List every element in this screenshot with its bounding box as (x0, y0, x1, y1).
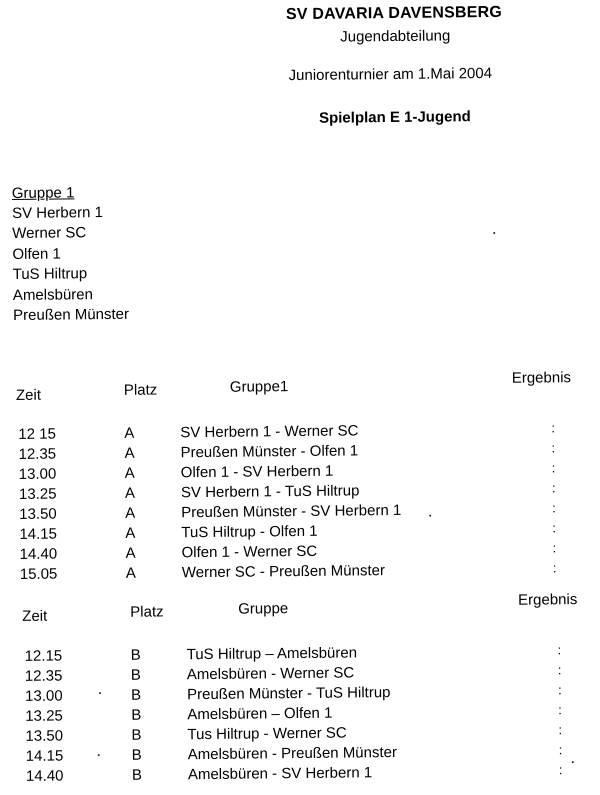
scan-speck (572, 761, 574, 763)
match-field: A (126, 565, 136, 582)
match-field: B (131, 647, 141, 664)
team-item: Werner SC (12, 223, 128, 245)
department-name: Jugendabteilung (340, 27, 450, 45)
match-time: 14.15 (26, 747, 64, 764)
scan-speck (429, 515, 431, 517)
team-item: TuS Hiltrup (13, 264, 129, 286)
match-time: 12.15 (25, 648, 63, 665)
match-field: A (125, 525, 135, 542)
match-pairing: TuS Hiltrup – Amelsbüren (187, 644, 358, 663)
schedule-b-header-result: Ergebnis (518, 591, 577, 609)
match-time: 14.15 (19, 526, 57, 543)
match-time: 12.35 (25, 668, 63, 685)
match-result: : (552, 540, 556, 555)
match-pairing: Olfen 1 - SV Herbern 1 (181, 463, 334, 482)
match-result: : (552, 520, 556, 535)
match-pairing: Preußen Münster - TuS Hiltrup (187, 684, 391, 703)
schedule-b-header-time: Zeit (22, 608, 47, 625)
match-field: A (124, 445, 134, 462)
match-pairing: Amelsbüren - SV Herbern 1 (188, 764, 372, 783)
match-time: 12.35 (18, 446, 56, 463)
match-time: 15.05 (20, 566, 58, 583)
match-time: 12 15 (18, 426, 56, 443)
match-result: : (558, 662, 562, 677)
match-time: 14.40 (26, 767, 64, 784)
match-field: B (132, 747, 142, 764)
team-item: SV Herbern 1 (12, 203, 128, 225)
match-time: 13.25 (25, 708, 63, 725)
match-result: : (559, 742, 563, 757)
match-pairing: Preußen Münster - SV Herbern 1 (181, 502, 401, 521)
plan-title: Spielplan E 1-Jugend (319, 108, 471, 127)
schedule-b-header-field: Platz (130, 603, 164, 620)
match-pairing: Amelsbüren - Preußen Münster (188, 744, 397, 763)
club-name: SV DAVARIA DAVENSBERG (286, 4, 502, 24)
match-pairing: TuS Hiltrup - Olfen 1 (181, 523, 317, 541)
schedule-a-header-group: Gruppe1 (230, 378, 289, 396)
match-result: : (558, 682, 562, 697)
scan-speck (99, 692, 101, 694)
team-item: Preußen Münster (13, 305, 129, 327)
match-field: A (125, 485, 135, 502)
match-field: B (132, 767, 142, 784)
match-pairing: Amelsbüren – Olfen 1 (187, 705, 332, 724)
match-field: B (131, 707, 141, 724)
match-field: A (126, 545, 136, 562)
match-result: : (558, 722, 562, 737)
match-result: : (559, 762, 563, 777)
match-pairing: SV Herbern 1 - Werner SC (180, 422, 358, 441)
match-field: A (124, 425, 134, 442)
schedule-a-header-time: Zeit (16, 387, 41, 404)
match-field: B (131, 687, 141, 704)
team-item: Amelsbüren (13, 284, 129, 306)
match-result: : (551, 440, 555, 455)
match-result: : (552, 480, 556, 495)
match-time: 13.00 (25, 688, 63, 705)
match-time: 13.50 (19, 506, 57, 523)
match-pairing: Tus Hiltrup - Werner SC (187, 725, 346, 744)
match-pairing: Olfen 1 - Werner SC (182, 543, 318, 561)
match-result: : (558, 702, 562, 717)
match-result: : (552, 500, 556, 515)
schedule-b-header-group: Gruppe (238, 600, 288, 618)
tournament-title: Juniorenturnier am 1.Mai 2004 (289, 65, 493, 84)
match-result: : (551, 420, 555, 435)
match-time: 13.00 (19, 466, 57, 483)
group-heading: Gruppe 1 (12, 183, 128, 204)
match-result: : (552, 460, 556, 475)
match-field: B (131, 727, 141, 744)
match-pairing: Amelsbüren - Werner SC (187, 664, 354, 683)
match-result: : (558, 642, 562, 657)
match-field: A (125, 505, 135, 522)
team-list (12, 203, 129, 327)
match-field: A (125, 465, 135, 482)
match-pairing: SV Herbern 1 - TuS Hiltrup (181, 482, 360, 501)
match-field: B (131, 667, 141, 684)
team-item: Olfen 1 (12, 244, 128, 266)
schedule-a-header-result: Ergebnis (512, 369, 571, 387)
group-team-list (12, 183, 129, 327)
scan-speck (98, 754, 100, 756)
match-pairing: Werner SC - Preußen Münster (182, 562, 385, 581)
schedule-a-header-field: Platz (124, 381, 158, 398)
match-pairing: Preußen Münster - Olfen 1 (180, 442, 358, 461)
scan-speck (493, 232, 495, 234)
match-time: 13.50 (25, 728, 63, 745)
match-time: 14.40 (20, 546, 58, 563)
match-time: 13.25 (19, 486, 57, 503)
match-result: : (553, 560, 557, 575)
